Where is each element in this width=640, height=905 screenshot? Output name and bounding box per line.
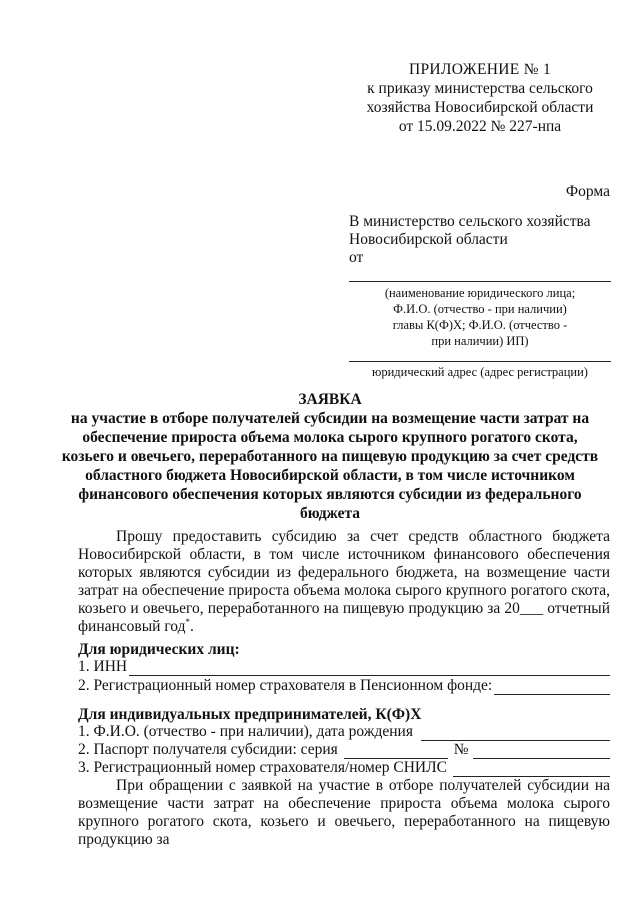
application-title: ЗАЯВКА [298,391,362,408]
heading-line: на участие в отборе получателей субсидии на возмещение части затрат на [70,410,590,427]
snils-row [78,759,610,777]
address-caption: юридический адрес (адрес регистрации) [372,365,588,379]
pfr-label: 2. Регистрационный номер страхователя в Пенсионном фонде: [78,677,493,694]
individuals-title: Для индивидуальных предпринимателей, К(Ф)Х [78,706,422,723]
inn-row [78,658,610,676]
heading-line: областного бюджета Новосибирской области, в том числе источником [85,467,575,484]
pfr-field[interactable] [494,680,610,695]
appendix-line: от 15.09.2022 № 227-нпа [398,118,562,135]
addressee-block [349,213,611,380]
caption-line: главы К(Ф)Х; Ф.И.О. (отчество - [392,318,568,332]
heading-line: козьего и овечьего, переработанного на пищевую продукцию за счет средств [61,448,599,465]
application-heading [60,390,600,523]
inn-field[interactable] [129,661,610,676]
appendix-line: хозяйства Новосибирской области [366,99,594,116]
applicant-name-caption [349,285,611,349]
passport-row [78,741,610,759]
pfr-row [78,677,610,695]
legal-entities-title: Для юридических лиц: [78,641,240,658]
addressee-line: Новосибирской области [349,231,508,248]
heading-line: бюджета [299,505,361,522]
addressee-line: от [349,249,364,266]
appendix-line: к приказу министерства сельского [367,80,593,97]
fio-label: 1. Ф.И.О. (отчество - при наличии), дата рождения [78,723,413,740]
fio-row [78,723,610,741]
appendix-block [350,60,610,136]
address-line [349,361,611,362]
inn-label: 1. ИНН [78,658,128,675]
fio-field[interactable] [421,726,610,741]
passport-label: 2. Паспорт получателя субсидии: серия [78,741,338,758]
caption-line: Ф.И.О. (отчество - при наличии) [393,302,567,316]
request-text: Прошу предоставить субсидию за счет средств областного бюджета Новосибирской области, в том числе источником финансового обеспечения которых являются субсидии из федерального бюджета, на возмещение части затрат на обеспечение прироста объема молока сырого крупного рогатого скота, козьего и овечьего, переработанного на пищевую продукцию за 20___ отчетный финансовый год [78,528,610,635]
request-paragraph [78,528,610,636]
heading-line: финансового обеспечения которых являются субсидии из федерального [78,486,582,503]
passport-series-field[interactable] [344,744,448,759]
snils-field[interactable] [453,762,610,777]
closing-paragraph: При обращении с заявкой на участие в отборе получателей субсидии на возмещение части затрат на обеспечение прироста объема молока сырого крупного рогатого скота, козьего и овечьего, переработанного на пищевую продукцию за [78,777,610,848]
passport-number-field[interactable] [473,744,610,759]
passport-number-label: № [453,741,469,758]
caption-line: при наличии) ИП) [431,334,529,348]
appendix-title: ПРИЛОЖЕНИЕ № 1 [408,61,552,78]
heading-line: обеспечение прироста объема молока сырого крупного рогатого скота, [82,429,578,446]
request-end: . [190,618,194,635]
addressee-line: В министерство сельского хозяйства [349,213,591,230]
applicant-name-line [349,281,611,282]
caption-line: (наименование юридического лица; [384,286,576,300]
footnote-mark: * [185,616,191,627]
snils-label: 3. Регистрационный номер страхователя/номер СНИЛС [78,759,447,776]
form-label: Форма [565,183,610,200]
